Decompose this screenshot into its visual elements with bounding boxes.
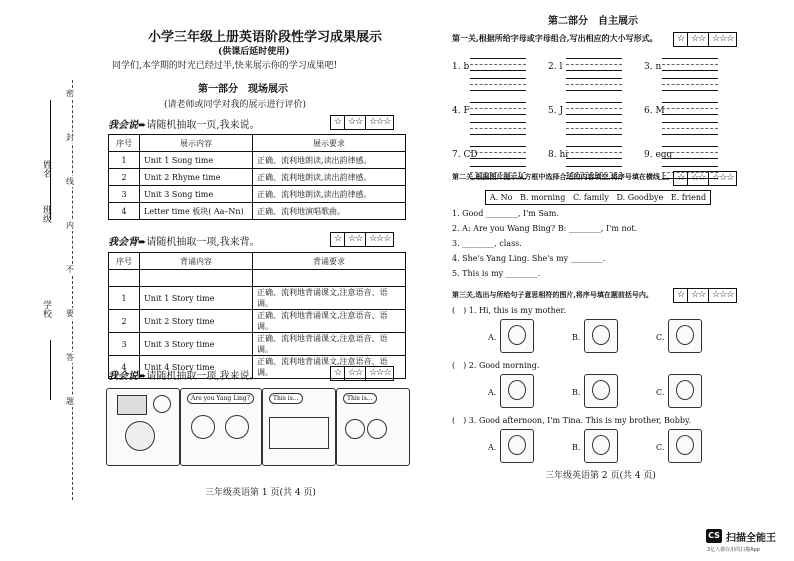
letter-prompt: 2. l xyxy=(548,62,563,72)
right-page-footer: 三年级英语第 2 页(共 4 页) xyxy=(545,471,656,481)
writing-line[interactable] xyxy=(470,78,526,79)
night-scene-icon[interactable] xyxy=(500,374,534,408)
row-content: Unit 2 Story time xyxy=(140,310,253,333)
table1-header-no: 序号 xyxy=(109,135,140,152)
star-3: ☆☆☆ xyxy=(712,290,734,300)
writing-line[interactable] xyxy=(662,64,718,65)
fill-blank-sentence: 3. ________, class. xyxy=(452,239,522,248)
scene-friends-image xyxy=(336,388,410,466)
child-face-icon xyxy=(125,421,155,451)
speech-bubble: This is... xyxy=(269,393,303,404)
sec3-label: 我会说 xyxy=(108,371,138,382)
writing-line[interactable] xyxy=(470,152,526,153)
cut-mark-char: 要 xyxy=(66,309,74,318)
star-2: ☆☆ xyxy=(345,233,366,246)
letter-prompt: 8. hi xyxy=(548,150,569,160)
choice-letter: A. xyxy=(488,443,497,452)
table-row xyxy=(109,333,406,356)
arrow-icon: ➨ xyxy=(138,120,147,131)
scene-classroom-image xyxy=(106,388,180,466)
writing-line[interactable] xyxy=(662,134,718,135)
writing-line[interactable] xyxy=(566,158,622,159)
row-requirement: 正确、流利地背诵课文,注意语音、语调。 xyxy=(253,356,406,379)
choice-letter: B. xyxy=(572,333,581,342)
scene-greeting-image xyxy=(180,388,262,466)
writing-line[interactable] xyxy=(566,166,622,167)
class-label: 班级 xyxy=(41,205,51,223)
row-requirement: 正确、流利地朗读,读出韵律感。 xyxy=(253,186,406,203)
binding-strip xyxy=(0,0,90,561)
writing-line[interactable] xyxy=(470,114,526,115)
grandma-face-icon[interactable] xyxy=(668,319,702,353)
scene-family-image xyxy=(262,388,336,466)
writing-line[interactable] xyxy=(470,146,526,147)
sec3-text: 请随机抽取一项,我来说。 xyxy=(146,371,260,382)
table-row xyxy=(109,203,406,220)
rating-stars-4 xyxy=(673,32,737,47)
writing-line[interactable] xyxy=(662,114,718,115)
sec3-header xyxy=(108,367,260,382)
rating-stars-5 xyxy=(673,171,737,186)
scanner-tagline: 3亿人都在用的扫描App xyxy=(707,547,760,553)
writing-line[interactable] xyxy=(662,128,718,129)
row-content: Letter time 板块( Aa–Nn) xyxy=(140,203,253,220)
star-2: ☆☆ xyxy=(345,116,366,129)
face-outline xyxy=(592,435,610,455)
writing-line[interactable] xyxy=(470,64,526,65)
star-3: ☆☆☆ xyxy=(712,173,734,183)
option-b: B. morning xyxy=(520,193,566,202)
writing-line[interactable] xyxy=(566,58,622,59)
row-requirement: 正确、流利地背诵课文,注意语音、语调。 xyxy=(253,287,406,310)
writing-line[interactable] xyxy=(662,102,718,103)
row-content: Unit 3 Story time xyxy=(140,333,253,356)
sec2-header xyxy=(108,233,260,248)
writing-line[interactable] xyxy=(470,122,526,123)
girl-icon xyxy=(191,415,215,439)
letter-prompt: 3. n xyxy=(644,62,662,72)
row-number: 1 xyxy=(109,152,140,169)
writing-line[interactable] xyxy=(470,70,526,71)
writing-line[interactable] xyxy=(662,58,718,59)
story-table xyxy=(108,252,406,379)
boy-icon xyxy=(225,415,249,439)
writing-line[interactable] xyxy=(470,84,526,85)
page-title: 小学三年级上册英语阶段性学习成果展示 xyxy=(148,30,383,45)
writing-line[interactable] xyxy=(662,70,718,71)
star-1: ☆ xyxy=(674,172,688,185)
arrow-icon: ➨ xyxy=(138,371,147,382)
star-1: ☆ xyxy=(674,33,688,46)
intro-text: 同学们,本学期的时光已经过半,快来展示你的学习成果吧! xyxy=(112,61,338,71)
matching-sentence: ( ) 1. Hi, this is my mother. xyxy=(452,306,567,315)
mother-face-icon[interactable] xyxy=(500,319,534,353)
cut-line xyxy=(72,80,73,500)
star-3: ☆☆☆ xyxy=(369,234,391,244)
sec1-text: 请随机抽取一页,我来说。 xyxy=(146,120,260,131)
star-1: ☆ xyxy=(674,289,688,302)
q3-title: 第三关,选出与所给句子意思相符的图片,将序号填在题前括号内。 xyxy=(452,290,653,299)
writing-line[interactable] xyxy=(566,90,622,91)
star-1: ☆ xyxy=(331,367,345,380)
writing-line[interactable] xyxy=(662,78,718,79)
writing-line[interactable] xyxy=(470,158,526,159)
table-row xyxy=(109,169,406,186)
writing-line[interactable] xyxy=(662,84,718,85)
row-content: Unit 1 Story time xyxy=(140,287,253,310)
table-row xyxy=(109,287,406,310)
writing-line[interactable] xyxy=(566,70,622,71)
face-outline xyxy=(676,325,694,345)
matching-sentence: ( ) 3. Good afternoon, I'm Tina. This is my brother, Bobby. xyxy=(452,416,691,425)
star-3: ☆☆☆ xyxy=(712,34,734,44)
row-content: Unit 1 Song time xyxy=(140,152,253,169)
choice-letter: C. xyxy=(656,388,665,397)
face-outline xyxy=(676,380,694,400)
row-number: 3 xyxy=(109,186,140,203)
letter-prompt: 6. M xyxy=(644,106,665,116)
writing-line[interactable] xyxy=(662,90,718,91)
letter-prompt: 9. egg xyxy=(644,150,673,160)
face-outline xyxy=(592,380,610,400)
writing-line[interactable] xyxy=(566,128,622,129)
letter-prompt: 5. J xyxy=(548,106,564,116)
part1-note: (请老师或同学对我的展示进行评价) xyxy=(164,100,307,110)
letter-prompt: 7. CD xyxy=(452,150,478,160)
song-table xyxy=(108,134,406,220)
q2-title: 第二关,根据图片提示从方框中选择合适的内容填空,将序号填在横线上。 xyxy=(452,172,674,181)
cut-mark-char: 不 xyxy=(66,265,74,274)
sec2-text: 请随机抽取一项,我来背。 xyxy=(146,237,260,248)
row-number: 4 xyxy=(109,356,140,379)
rating-stars-6 xyxy=(673,288,737,303)
writing-line[interactable] xyxy=(566,122,622,123)
star-1: ☆ xyxy=(331,233,345,246)
option-e: E. friend xyxy=(670,193,707,202)
cut-mark-char: 答 xyxy=(66,353,74,362)
writing-line[interactable] xyxy=(662,122,718,123)
letter-prompt: 4. F xyxy=(452,106,470,116)
writing-line[interactable] xyxy=(470,102,526,103)
scanner-app-name: 扫描全能王 xyxy=(726,533,776,544)
row-content: Unit 3 Song time xyxy=(140,186,253,203)
table2-header-no: 序号 xyxy=(109,253,140,270)
matching-sentence: ( ) 2. Good morning. xyxy=(452,361,540,370)
sec1-header xyxy=(108,116,260,131)
table-row xyxy=(109,310,406,333)
school-line xyxy=(50,340,51,400)
star-2: ☆☆ xyxy=(688,172,709,185)
sec2-label: 我会背 xyxy=(108,237,138,248)
writing-line[interactable] xyxy=(662,158,718,159)
writing-line[interactable] xyxy=(470,108,526,109)
choice-letter: C. xyxy=(656,443,665,452)
row-requirement: 正确、流利地背诵课文,注意语音、语调。 xyxy=(253,333,406,356)
option-d: D. Goodbye xyxy=(616,193,664,202)
star-3: ☆☆☆ xyxy=(369,117,391,127)
face-outline xyxy=(508,380,526,400)
star-1: ☆ xyxy=(331,116,345,129)
option-a: A. No xyxy=(489,193,513,202)
row-number: 2 xyxy=(109,169,140,186)
table1-header-req: 展示要求 xyxy=(253,135,406,152)
row-number: 4 xyxy=(109,203,140,220)
row-content: Unit 4 Story time xyxy=(140,356,253,379)
fill-blank-sentence: 5. This is my ________. xyxy=(452,269,541,278)
row-requirement: 正确、流利地演唱歌曲。 xyxy=(253,203,406,220)
row-requirement: 正确、流利地背诵课文,注意语音、语调。 xyxy=(253,310,406,333)
writing-line[interactable] xyxy=(470,58,526,59)
rating-stars-2 xyxy=(330,232,394,247)
friend-icon xyxy=(345,419,365,439)
writing-line[interactable] xyxy=(566,108,622,109)
sec1-label: 我会说 xyxy=(108,120,138,131)
rating-stars-3 xyxy=(330,366,394,381)
writing-line[interactable] xyxy=(566,114,622,115)
writing-line[interactable] xyxy=(566,78,622,79)
face-outline xyxy=(592,325,610,345)
choice-letter: A. xyxy=(488,388,497,397)
letter-prompt: 1. b xyxy=(452,62,470,72)
face-outline xyxy=(508,435,526,455)
word-bank xyxy=(485,190,711,205)
speech-bubble: Are you Yang Ling? xyxy=(187,393,254,404)
table-row xyxy=(109,152,406,169)
fill-blank-sentence: 2. A: Are you Wang Bing? B: ________, I'm not. xyxy=(452,224,638,233)
speech-bubble: This is... xyxy=(343,393,377,404)
row-requirement: 正确、流利地朗读,读出韵律感。 xyxy=(253,152,406,169)
writing-line[interactable] xyxy=(662,146,718,147)
writing-line[interactable] xyxy=(470,90,526,91)
writing-line[interactable] xyxy=(470,166,526,167)
face-outline xyxy=(676,435,694,455)
man-face-icon[interactable] xyxy=(584,319,618,353)
writing-line[interactable] xyxy=(566,102,622,103)
choice-letter: C. xyxy=(656,333,665,342)
row-number: 3 xyxy=(109,333,140,356)
table2-header-req: 背诵要求 xyxy=(253,253,406,270)
cut-mark-char: 密 xyxy=(66,89,74,98)
writing-line[interactable] xyxy=(566,152,622,153)
arrow-icon: ➨ xyxy=(138,237,147,248)
choice-letter: B. xyxy=(572,443,581,452)
boy-face-icon[interactable] xyxy=(668,429,702,463)
family-photo-icon xyxy=(269,417,329,449)
star-3: ☆☆☆ xyxy=(369,368,391,378)
fill-blank-sentence: 4. She's Yang Ling. She's my ________. xyxy=(452,254,606,263)
school-label: 学校 xyxy=(41,300,51,318)
option-c: C. family xyxy=(572,193,609,202)
row-number: 1 xyxy=(109,287,140,310)
cut-mark-char: 内 xyxy=(66,221,74,230)
row-content: Unit 2 Rhyme time xyxy=(140,169,253,186)
part1-title: 第一部分 现场展示 xyxy=(198,84,288,95)
q1-title: 第一关,根据所给字母或字母组合,写出相应的大小写形式。 xyxy=(452,33,658,43)
page-subtitle: (供课后延时使用) xyxy=(218,47,290,57)
table-row xyxy=(109,186,406,203)
writing-line[interactable] xyxy=(470,128,526,129)
table2-header-content: 背诵内容 xyxy=(140,253,253,270)
cut-mark-char: 封 xyxy=(66,133,74,142)
name-line xyxy=(50,100,51,220)
clock-icon xyxy=(153,395,171,413)
morning-window-icon[interactable] xyxy=(584,374,618,408)
writing-line[interactable] xyxy=(566,146,622,147)
choice-letter: A. xyxy=(488,333,497,342)
writing-line[interactable] xyxy=(566,84,622,85)
cut-mark-char: 线 xyxy=(66,177,74,186)
grandpa-face-icon[interactable] xyxy=(668,374,702,408)
rating-stars-1 xyxy=(330,115,394,130)
name-label: 姓名 xyxy=(41,160,51,178)
row-requirement: 正确、流利地朗读,读出韵律感。 xyxy=(253,169,406,186)
cut-mark-char: 题 xyxy=(66,397,74,406)
table1-header-content: 展示内容 xyxy=(140,135,253,152)
row-number: 2 xyxy=(109,310,140,333)
blackboard-icon xyxy=(117,395,147,415)
left-page-footer: 三年级英语第 1 页(共 4 页) xyxy=(205,488,316,498)
choice-letter: B. xyxy=(572,388,581,397)
writing-line[interactable] xyxy=(470,134,526,135)
face-outline xyxy=(508,325,526,345)
fill-blank-sentence: 1. Good ________, I'm Sam. xyxy=(452,209,559,218)
friend-icon xyxy=(367,419,387,439)
writing-line[interactable] xyxy=(662,108,718,109)
writing-line[interactable] xyxy=(566,64,622,65)
girl-face-icon[interactable] xyxy=(500,429,534,463)
writing-line[interactable] xyxy=(662,152,718,153)
star-2: ☆☆ xyxy=(345,367,366,380)
star-2: ☆☆ xyxy=(688,289,709,302)
writing-line[interactable] xyxy=(662,166,718,167)
scanner-logo: CS xyxy=(706,529,722,543)
star-2: ☆☆ xyxy=(688,33,709,46)
writing-line[interactable] xyxy=(566,134,622,135)
mouse-face-icon[interactable] xyxy=(584,429,618,463)
part2-title: 第二部分 自主展示 xyxy=(548,16,638,27)
